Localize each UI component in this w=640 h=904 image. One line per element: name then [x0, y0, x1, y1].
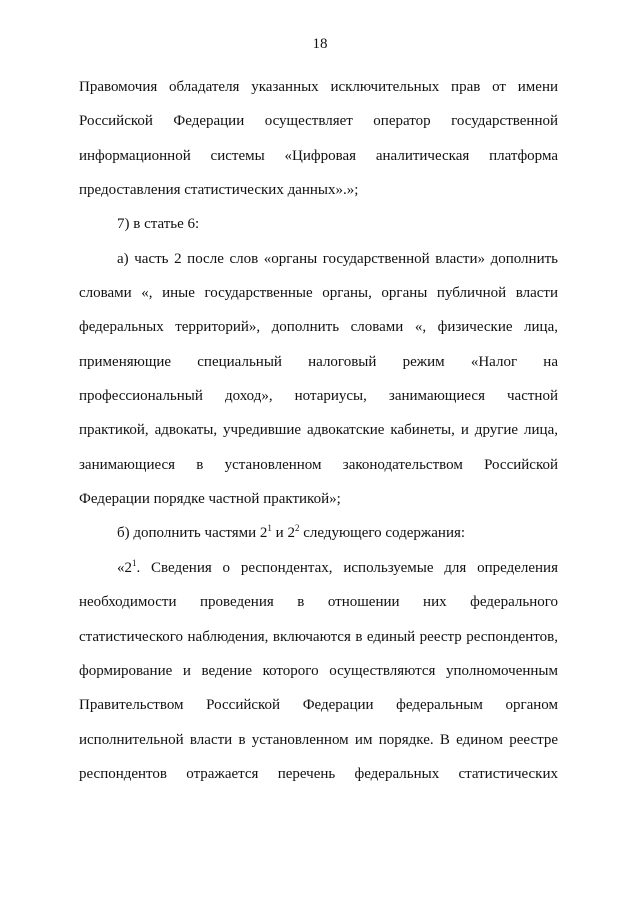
text-line: практикой, адвокаты, учредившие адвокатские кабинеты, и другие лица, [79, 422, 558, 439]
text-line: Федерации порядке частной практикой»; [79, 491, 341, 508]
text-line: информационной системы «Цифровая аналитическая платформа [79, 147, 558, 164]
superscript: 2 [294, 523, 300, 534]
superscript: 1 [132, 557, 137, 568]
superscript: 1 [267, 523, 272, 534]
page-number: 18 [312, 36, 328, 52]
text-line: 7) в статье 6: [117, 216, 200, 233]
text-line: профессиональный доход», нотариусы, занимающиеся частной [79, 388, 558, 405]
text-line: предоставления статистических данных».»; [79, 182, 359, 199]
text-line-with-superscript [79, 557, 558, 591]
text-line: Правомочия обладателя указанных исключительных прав от имени [79, 79, 558, 95]
text-line: словами «, иные государственные органы, органы публичной власти [79, 285, 558, 302]
text-line: занимающиеся в установленном законодательством Российской [79, 456, 558, 473]
text-line: исполнительной власти в установленном им порядке. В едином реестре [79, 731, 558, 748]
text-line: необходимости проведения в отношении них федерального [79, 594, 558, 611]
text-fragment: б) дополнить частями 2 [117, 525, 268, 542]
text-line: Правительством Российской Федерации федеральным органом [79, 697, 558, 714]
text-line: применяющие специальный налоговый режим «Налог на [79, 353, 558, 370]
text-fragment: следующего содержания: [299, 525, 466, 542]
text-line: Российской Федерации осуществляет оператор государственной [79, 113, 558, 130]
text-line: формирование и ведение которого осуществляются уполномоченным [79, 662, 558, 679]
text-line: а) часть 2 после слов «органы государственной власти» дополнить [117, 250, 558, 267]
text-fragment: . Сведения о респондентах, используемые для определения [136, 559, 558, 576]
text-line: федеральных территорий», дополнить словами «, физические лица, [79, 319, 558, 336]
text-fragment: «2 [117, 559, 132, 576]
document-body [79, 76, 558, 797]
text-fragment: и 2 [271, 525, 295, 542]
text-line: респондентов отражается перечень федеральных статистических [79, 765, 558, 782]
text-line: статистического наблюдения, включаются в единый реестр респондентов, [79, 628, 558, 645]
text-line-with-superscripts [79, 522, 558, 556]
